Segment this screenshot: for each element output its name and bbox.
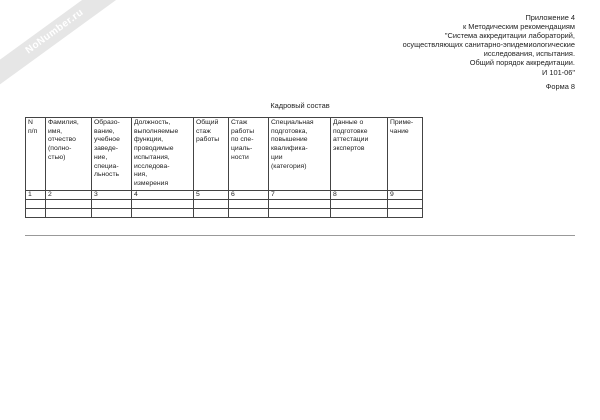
empty-cell [269,209,331,218]
empty-cell [46,200,92,209]
empty-cell [132,209,194,218]
number-cell: 4 [132,190,194,200]
empty-cell [92,209,132,218]
empty-cell [388,209,423,218]
number-cell: 2 [46,190,92,200]
empty-cell [26,209,46,218]
header-cell: N п/п [26,118,46,191]
number-cell: 9 [388,190,423,200]
empty-cell [46,209,92,218]
empty-cell [92,200,132,209]
header-cell: Приме- чание [388,118,423,191]
page-divider [25,235,575,236]
form-label: Форма 8 [545,82,575,91]
watermark: NoNumber.ru [0,0,130,90]
number-cell: 1 [26,190,46,200]
header-cell: Данные о подготовке аттестации экспертов [331,118,388,191]
header-cell: Стаж работы по спе- циаль- ности [229,118,269,191]
number-cell: 3 [92,190,132,200]
header-cell: Фамилия, имя, отчество (полно- стью) [46,118,92,191]
number-cell: 5 [194,190,229,200]
header-cell: Общий стаж работы [194,118,229,191]
empty-cell [269,200,331,209]
empty-cell [229,200,269,209]
staff-table [25,117,423,218]
empty-cell [331,209,388,218]
number-cell: 7 [269,190,331,200]
empty-cell [388,200,423,209]
document-title: Кадровый состав [270,101,330,110]
empty-cell [194,209,229,218]
empty-cell [194,200,229,209]
empty-cell [331,200,388,209]
empty-cell [132,200,194,209]
column-number-row [26,190,423,200]
table-header-row [26,118,423,191]
header-cell: Образо- вание, учебное заведе- ние, специа- льность [92,118,132,191]
table-row [26,200,423,209]
number-cell: 8 [331,190,388,200]
appendix-header: Приложение 4 к Методическим рекомендациям "Система аккредитации лабораторий, осуществляющих санитарно-эпидемиологические исследования, испытания. Общий порядок аккредитации. И 101-06" [402,13,575,77]
header-cell: Должность, выполняемые функции, проводимые испытания, исследова- ния, измерения [132,118,194,191]
header-cell: Специальная подготовка, повышение квалифика- ции (категория) [269,118,331,191]
empty-cell [229,209,269,218]
empty-cell [26,200,46,209]
number-cell: 6 [229,190,269,200]
table-row [26,209,423,218]
